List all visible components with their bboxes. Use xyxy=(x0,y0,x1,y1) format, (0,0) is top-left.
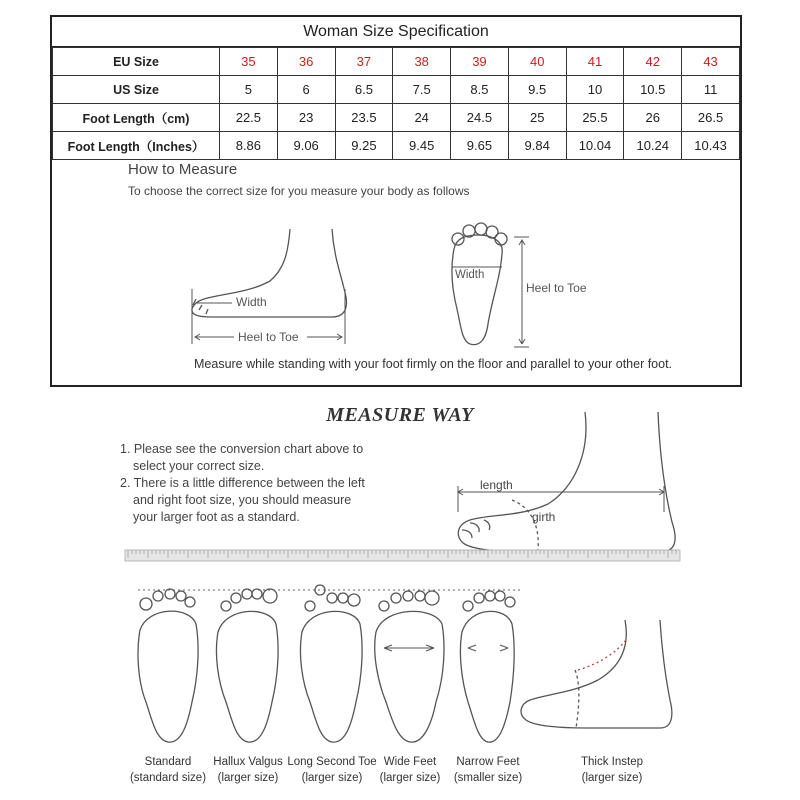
foot-type-note: (smaller size) xyxy=(453,772,523,784)
how-to-measure-title: How to Measure xyxy=(128,161,238,178)
step-line: 1. Please see the conversion chart above to xyxy=(120,442,364,456)
wide-feet-foot-icon xyxy=(375,591,444,742)
standard-foot-icon xyxy=(138,589,198,742)
table-cell: 8.5 xyxy=(451,76,509,104)
table-cell: 9.06 xyxy=(277,132,335,160)
table-cell: 41 xyxy=(566,48,624,76)
table-cell: 5 xyxy=(220,76,278,104)
table-cell: 36 xyxy=(277,48,335,76)
foot-type-name: Hallux Valgus xyxy=(213,756,283,768)
table-cell: 38 xyxy=(393,48,451,76)
hallux-valgus-foot-icon xyxy=(216,589,278,742)
measure-way-section xyxy=(0,392,800,800)
table-cell: 10.04 xyxy=(566,132,624,160)
table-cell: 24 xyxy=(393,104,451,132)
foot-type-note: (larger size) xyxy=(301,772,363,784)
top-length-label: Heel to Toe xyxy=(526,281,587,295)
table-cell: 25.5 xyxy=(566,104,624,132)
table-cell: 9.84 xyxy=(508,132,566,160)
table-cell: 6 xyxy=(277,76,335,104)
foot-types-illustration xyxy=(0,392,800,800)
top-width-label: Width xyxy=(455,269,485,281)
table-cell: 7.5 xyxy=(393,76,451,104)
foot-type-name: Standard xyxy=(144,756,192,768)
row-label: Foot Length（Inches） xyxy=(53,132,220,160)
table-cell: 39 xyxy=(451,48,509,76)
size-table xyxy=(52,47,740,160)
table-cell: 25 xyxy=(508,104,566,132)
measure-way-title: MEASURE WAY xyxy=(326,404,474,426)
how-to-measure-subtitle: To choose the correct size for you measure your body as follows xyxy=(128,184,470,198)
row-label: Foot Length（cm) xyxy=(53,104,220,132)
top-foot-illustration xyxy=(52,159,744,387)
side-width-label: Width xyxy=(236,295,267,309)
table-cell: 9.5 xyxy=(508,76,566,104)
step-line: select your correct size. xyxy=(133,459,265,473)
table-cell: 40 xyxy=(508,48,566,76)
foot-type-caption xyxy=(200,754,296,786)
narrow-feet-foot-icon xyxy=(460,591,515,742)
table-row xyxy=(53,132,740,160)
measure-instruction: Measure while standing with your foot firmly on the floor and parallel to your other foot. xyxy=(194,357,673,371)
how-to-measure-panel xyxy=(52,159,740,387)
table-cell: 22.5 xyxy=(220,104,278,132)
chart-title: Woman Size Specification xyxy=(52,17,740,47)
table-cell: 23.5 xyxy=(335,104,393,132)
table-cell: 42 xyxy=(624,48,682,76)
foot-type-caption xyxy=(440,754,536,786)
table-cell: 6.5 xyxy=(335,76,393,104)
foot-type-name: Wide Feet xyxy=(383,756,437,768)
table-cell: 35 xyxy=(220,48,278,76)
step-line: your larger foot as a standard. xyxy=(133,510,300,524)
table-cell: 23 xyxy=(277,104,335,132)
side-length-label: Heel to Toe xyxy=(238,330,299,344)
table-cell: 26.5 xyxy=(682,104,740,132)
table-row xyxy=(53,48,740,76)
row-label: EU Size xyxy=(53,48,220,76)
foot-type-note: (larger size) xyxy=(379,772,441,784)
table-cell: 10 xyxy=(566,76,624,104)
length-label: length xyxy=(480,478,513,492)
table-cell: 10.24 xyxy=(624,132,682,160)
table-cell: 24.5 xyxy=(451,104,509,132)
table-cell: 10.5 xyxy=(624,76,682,104)
foot-type-name: Long Second Toe xyxy=(287,756,377,768)
girth-label: girth xyxy=(532,510,556,524)
table-row xyxy=(53,104,740,132)
row-label: US Size xyxy=(53,76,220,104)
table-cell: 9.45 xyxy=(393,132,451,160)
foot-type-name: Narrow Feet xyxy=(456,756,520,768)
foot-type-note: (larger size) xyxy=(581,772,643,784)
foot-type-name: Thick Instep xyxy=(581,756,643,768)
table-cell: 8.86 xyxy=(220,132,278,160)
thick-instep-foot-icon xyxy=(521,620,672,728)
table-cell: 10.43 xyxy=(682,132,740,160)
table-cell: 37 xyxy=(335,48,393,76)
table-cell: 11 xyxy=(682,76,740,104)
size-chart xyxy=(50,15,742,387)
table-cell: 9.65 xyxy=(451,132,509,160)
table-cell: 43 xyxy=(682,48,740,76)
table-cell: 9.25 xyxy=(335,132,393,160)
table-row xyxy=(53,76,740,104)
foot-type-note: (standard size) xyxy=(129,772,207,784)
foot-type-caption xyxy=(564,754,660,786)
table-cell: 26 xyxy=(624,104,682,132)
step-line: and right foot size, you should measure xyxy=(133,493,352,507)
step-line: 2. There is a little difference between the left xyxy=(120,476,365,490)
foot-type-note: (larger size) xyxy=(217,772,279,784)
long-second-toe-foot-icon xyxy=(300,585,362,742)
